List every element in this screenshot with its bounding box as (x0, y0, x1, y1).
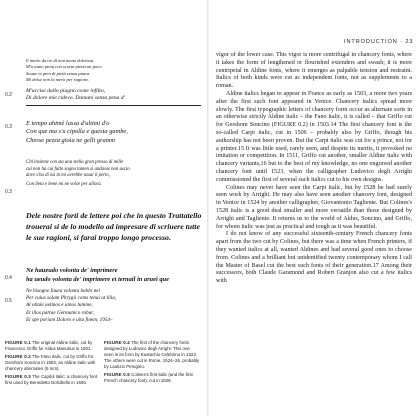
figure-caption (5, 340, 99, 352)
specimen-0-3b (26, 160, 130, 180)
body-paragraph: I do not know of any successful sixteenth-century French chancery fonts apart from the two cut by Colines, but there was a time when French printers, if they wanted italics at all, wanted Aldines and had several good ones to choose from. Colines and a brilliant but unidentified twenty contemporary whom I call the Master of Basel cut the best such fonts of their generation.17 Among their successors, both Claude Garamond and Robert Granjon also cut a few italics with (216, 231, 412, 285)
figure-caption (104, 372, 200, 384)
specimen-line: Al ottale uetinos e uinos lumine, (26, 302, 93, 309)
specimen-line: Chi insieme con sta una stella gran presso di mille (26, 160, 124, 165)
caption-label: FIGURE 0.4 (104, 340, 130, 345)
specimen-line: dove s'ha di lui in mi avrebbe assai il perlo, (26, 173, 110, 179)
specimen-line: Et spe poriam Doloro e uita finem, 1954– (26, 316, 113, 323)
figure-number: 0.3 (5, 124, 12, 130)
specimen-line: Chesse pezza gioia ne gelli gramm (26, 136, 115, 144)
specimen-line: Con que ma s'u cipolla e questa gambe, (26, 128, 128, 136)
specimen-0-3c (26, 182, 102, 189)
specimen-line: E tempo ahimè lassa d'ultimi d'o (26, 120, 110, 127)
figure-number: 0.4 (5, 275, 12, 281)
specimen-line: Per cuius solam Phrygii coms tenui ut lilia, (26, 295, 117, 302)
figure-number: 0.5 (5, 298, 12, 304)
specimen-line: Ne haueudo volonta de' imprimere (26, 267, 118, 274)
body-text (216, 52, 412, 286)
body-paragraph: Aldine italics began to appear in France as early as 1503, a more two years after the first such font appeared in Venice. Chancery italics spread more slowly. The first typographic letters of chancery form occur as alternate sorts in an otherwise strictly Aldine italic – the Fano italic, it is called – that Griffo cut for Gershom Soncino (FIGURE 0.2) in 1503.14 The first chancery font is the so-called Carpi italic, cut in 1506 – probably also by Griffo, though his authorship has not been proven. But the Carpi italic was cut for a prince, not for a printer.15 It was little used, rarely seen, and despite its merits, it provoked no imitation or competition. In 1511, Griffo cut another, smaller Aldine italic with chancery variants,16 but to the best of my knowledge, no one engraved another chancery font until 1523, when the calligrapher Ludovico degli Arrighi commissioned the first of several such italics cut to his own designs. (216, 90, 412, 183)
specimen-0-5 (26, 288, 116, 324)
caption-label: FIGURE 0.5 (104, 372, 130, 377)
specimen-line: ll morte da tre dì non meno dolorosa (26, 58, 94, 63)
caption-label: FIGURE 0.1 (5, 340, 31, 345)
specimen-0-3a (26, 120, 128, 145)
figure-number: 0.3 (5, 189, 12, 195)
figure-number: 0.2 (5, 92, 12, 98)
figure-caption (104, 340, 200, 370)
specimen-line: tutte le sue ragioni, si farai troppo longo processo. (26, 222, 200, 242)
specimen-0-1 (26, 58, 102, 84)
right-page (216, 0, 416, 416)
specimen-line: ha ueudo volonta de' imprimere et ternail in aruei que (26, 276, 169, 283)
specimen-line: M'a tanto pieta con scorta piena mi poco (26, 64, 102, 70)
book-gutter (207, 0, 209, 416)
left-page (0, 0, 207, 416)
running-head: INTRODUCTION · 23 (344, 39, 414, 45)
specimen-line: Et illos patrae Germanico robur, (26, 309, 94, 316)
caption-text: The Fano italic, cut by Griffo for Gershom Soncino in 1503; an Aldine italic with chancery alternates (5 mm). (5, 354, 96, 371)
specimen-rule (26, 105, 201, 106)
caption-column-right (104, 340, 200, 386)
figure-caption (5, 374, 99, 386)
specimen-0-2 (26, 88, 125, 103)
specimen-line: Soaue et pien di pietà senza paura (26, 70, 90, 76)
caption-text: The Capitol italic: a chancery font first used by Benedetto Dolcibello in 1506. (5, 374, 97, 385)
caption-label: FIGURE 0.3 (5, 374, 31, 379)
specimen-line: Di dolore mie ridevo. Domani senza pena d' (26, 95, 125, 102)
body-paragraph: Colines may never have seen the Carpi italic, but by 1528 he had surely seen work by Arrighi. He may also have seen another chancery font, designed in Venice in 1524 by another calligrapher, Giovantonio Tagliente. But Colines's 1528 italic is a good deal smaller and more versatile than those designed by Arrighi and Tagliente. It returns us to the world of Aldus, Soncino, and Griffo, for whom italic was just as practical and tough as it was beautiful. (216, 184, 412, 230)
specimen-0-4b (26, 266, 169, 284)
caption-text: The original Aldine italic, cut by Francesco Griffo for Aldus Manutius in 1501. (5, 340, 93, 351)
specimen-line: Mi dolse non la mera per ragione. (26, 77, 90, 83)
caption-column-left (5, 340, 99, 388)
specimen-0-4a (26, 210, 202, 243)
specimen-line: cui non ha cui fatto sogno tamen si andasse non uscio (26, 166, 130, 172)
specimen-line: Ne bisogno fauea volonta habbi nel (26, 288, 100, 294)
caption-label: FIGURE 0.2 (5, 354, 31, 359)
body-paragraph: vigor of the lower case. This vigor is more centrifugal in chancery fonts, where it takes the form of lengthened or flourished extenders and swash; it is more centripetal in Aldine fonts, where it emerges as palpable tension and restraint. Italics of both kinds were cut as independent fonts, not as supplements to a roman. (216, 52, 412, 90)
specimen-line: Con lieta e bene mi ne volse per allora. (26, 182, 102, 187)
specimen-line: M'uccise dallo piagno come infilto, (26, 88, 106, 94)
figure-caption (5, 354, 99, 372)
caption-text: The first of the chancery fonts designed by Ludovico degli Arrighi. This one seen in its form by Eustachio Celebrino in 1523. The others were cut in Rome, 1524–26, probably by Lautizio Perugino. (104, 340, 200, 369)
caption-text: Colines's first italic (and the first French chancery font), cut in 1528. (104, 372, 193, 383)
specimen-line: Dele nostre forti de lettere poi che in questo Trattatello trouerai si de lo modello ad impresare di scriuere (26, 211, 202, 231)
